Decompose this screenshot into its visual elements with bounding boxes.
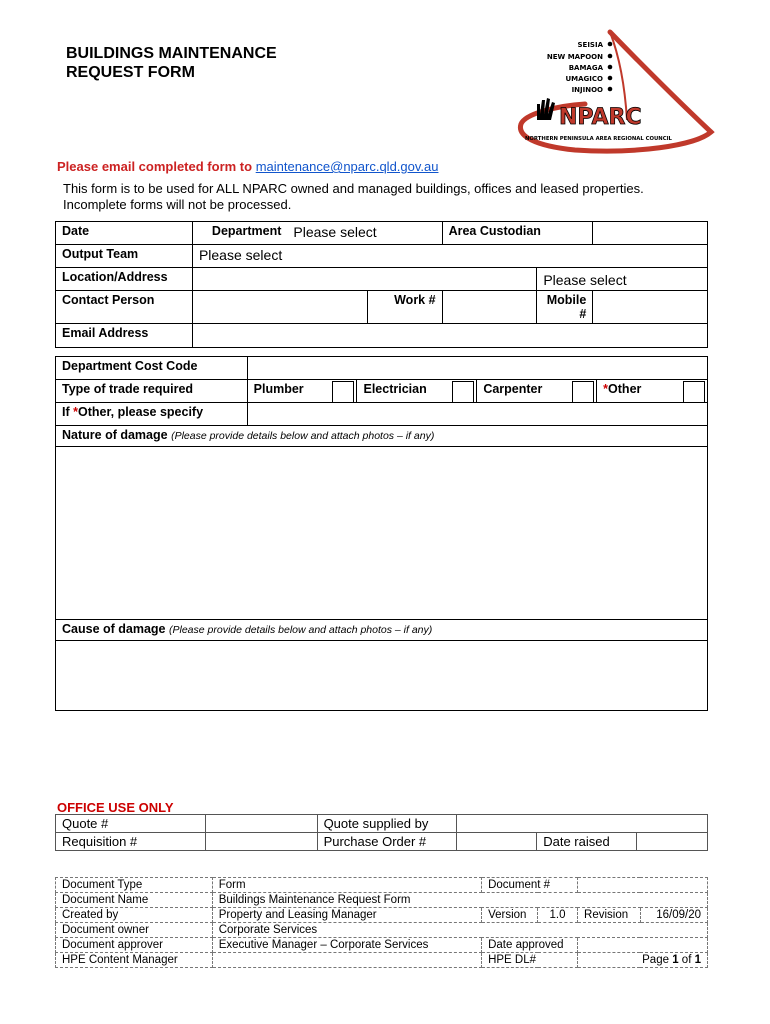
intro-text: This form is to be used for ALL NPARC owned and managed buildings, offices and leased properties. Incomplete forms will not be processed.: [63, 181, 644, 212]
contact-label: Contact Person: [56, 291, 193, 324]
plumber-checkbox[interactable]: [332, 381, 354, 403]
electrician-label: Electrician: [363, 382, 427, 396]
location-select[interactable]: [537, 268, 708, 291]
logo-community-5: INJINOO: [571, 86, 603, 94]
page-of: of: [678, 954, 695, 966]
output-team-label: Output Team: [56, 245, 193, 268]
trade-plumber: [247, 380, 357, 403]
department-label: Department: [192, 222, 287, 245]
area-custodian-field[interactable]: [593, 222, 708, 245]
title-line-1: BUILDINGS MAINTENANCE: [66, 45, 277, 62]
quote-label: Quote #: [56, 815, 206, 833]
doc-number-value: [578, 878, 708, 893]
logo-tagline: NORTHERN PENINSULA AREA REGIONAL COUNCIL: [525, 136, 672, 142]
approver-value: Executive Manager – Corporate Services: [212, 938, 481, 953]
revision-label: Revision: [578, 908, 641, 923]
quote-field[interactable]: [205, 815, 317, 833]
created-by-label: Created by: [56, 908, 213, 923]
date-raised-label: Date raised: [537, 833, 637, 851]
requisition-label: Requisition #: [56, 833, 206, 851]
page-number: [578, 953, 708, 968]
page-word: Page: [642, 954, 673, 966]
mobile-field[interactable]: [593, 291, 708, 324]
nature-label: Nature of damage: [62, 428, 168, 442]
version-value: 1.0: [538, 908, 578, 923]
requisition-field[interactable]: [205, 833, 317, 851]
date-approved-value: [578, 938, 708, 953]
logo-community-3: BAMAGA: [568, 64, 603, 72]
department-value: Please select: [293, 224, 377, 240]
nature-field[interactable]: [56, 447, 708, 620]
hand-icon: [537, 98, 555, 120]
location-label: Location/Address: [56, 268, 193, 291]
email-address-field[interactable]: [192, 324, 707, 348]
hpe-value: [212, 953, 481, 968]
doc-name-value: Buildings Maintenance Request Form: [212, 893, 707, 908]
nature-hint: (Please provide details below and attach photos – if any): [171, 430, 435, 442]
area-custodian-label: Area Custodian: [442, 222, 593, 245]
nature-header: [56, 426, 708, 447]
hpe-dl-label: HPE DL#: [482, 953, 578, 968]
purchase-order-field[interactable]: [457, 833, 537, 851]
cause-header: [56, 620, 708, 641]
other-specify-prefix: If: [62, 405, 74, 419]
other-specify-field[interactable]: [247, 403, 707, 426]
office-use-heading: OFFICE USE ONLY: [57, 800, 174, 815]
output-team-value: Please select: [198, 247, 283, 263]
document-metadata-table: [55, 877, 708, 968]
trade-label: Type of trade required: [56, 380, 248, 403]
nparc-logo: [515, 28, 715, 158]
location-select-value: Please select: [543, 272, 627, 288]
title-line-2: REQUEST FORM: [66, 64, 195, 81]
quote-supplied-label: Quote supplied by: [317, 815, 457, 833]
page-total: 1: [694, 954, 701, 966]
doc-type-label: Document Type: [56, 878, 213, 893]
trade-carpenter: [477, 380, 597, 403]
cause-field[interactable]: [56, 641, 708, 711]
email-instruction: [57, 159, 438, 174]
approver-label: Document approver: [56, 938, 213, 953]
email-address-label: Email Address: [56, 324, 193, 348]
carpenter-checkbox[interactable]: [572, 381, 594, 403]
form-title: [66, 44, 277, 82]
doc-name-label: Document Name: [56, 893, 213, 908]
other-specify-suffix: Other, please specify: [77, 405, 204, 419]
other-checkbox[interactable]: [683, 381, 705, 403]
logo-community-4: UMAGICO: [565, 75, 603, 83]
cause-hint: (Please provide details below and attach photos – if any): [169, 624, 433, 636]
email-link[interactable]: maintenance@nparc.qld.gov.au: [255, 159, 439, 174]
department-select[interactable]: [287, 222, 442, 245]
version-label: Version: [482, 908, 538, 923]
trade-other: [597, 380, 708, 403]
trade-electrician: [357, 380, 477, 403]
carpenter-label: Carpenter: [483, 382, 543, 396]
date-label: Date: [56, 222, 193, 245]
other-star: *: [603, 382, 609, 396]
owner-label: Document owner: [56, 923, 213, 938]
electrician-checkbox[interactable]: [452, 381, 474, 403]
contact-field[interactable]: [192, 291, 367, 324]
quote-supplied-field[interactable]: [457, 815, 708, 833]
created-by-value: Property and Leasing Manager: [212, 908, 481, 923]
output-team-select[interactable]: [192, 245, 707, 268]
owner-value: Corporate Services: [212, 923, 707, 938]
date-approved-label: Date approved: [482, 938, 578, 953]
hpe-label: HPE Content Manager: [56, 953, 213, 968]
email-prefix: Please email completed form to: [57, 159, 256, 174]
other-specify-star: *: [73, 405, 78, 419]
other-specify-label: [56, 403, 248, 426]
work-field[interactable]: [442, 291, 537, 324]
plumber-label: Plumber: [253, 382, 304, 396]
cost-code-label: Department Cost Code: [56, 357, 248, 380]
logo-name: NPARC: [559, 105, 642, 130]
date-raised-field[interactable]: [637, 833, 708, 851]
other-label: Other: [608, 382, 642, 396]
doc-number-label: Document #: [482, 878, 578, 893]
damage-details-table: [55, 356, 708, 711]
request-details-table: [55, 221, 708, 348]
work-label: Work #: [367, 291, 442, 324]
cause-label: Cause of damage: [62, 622, 166, 636]
location-field[interactable]: [192, 268, 536, 291]
doc-type-value: Form: [212, 878, 481, 893]
purchase-order-label: Purchase Order #: [317, 833, 457, 851]
logo-community-2: NEW MAPOON: [546, 53, 603, 61]
page-current: 1: [672, 954, 679, 966]
cost-code-field[interactable]: [247, 357, 707, 380]
revision-value: 16/09/20: [640, 908, 707, 923]
mobile-label: Mobile #: [537, 291, 593, 324]
office-use-table: [55, 814, 708, 851]
logo-community-1: SEISIA: [577, 41, 603, 49]
